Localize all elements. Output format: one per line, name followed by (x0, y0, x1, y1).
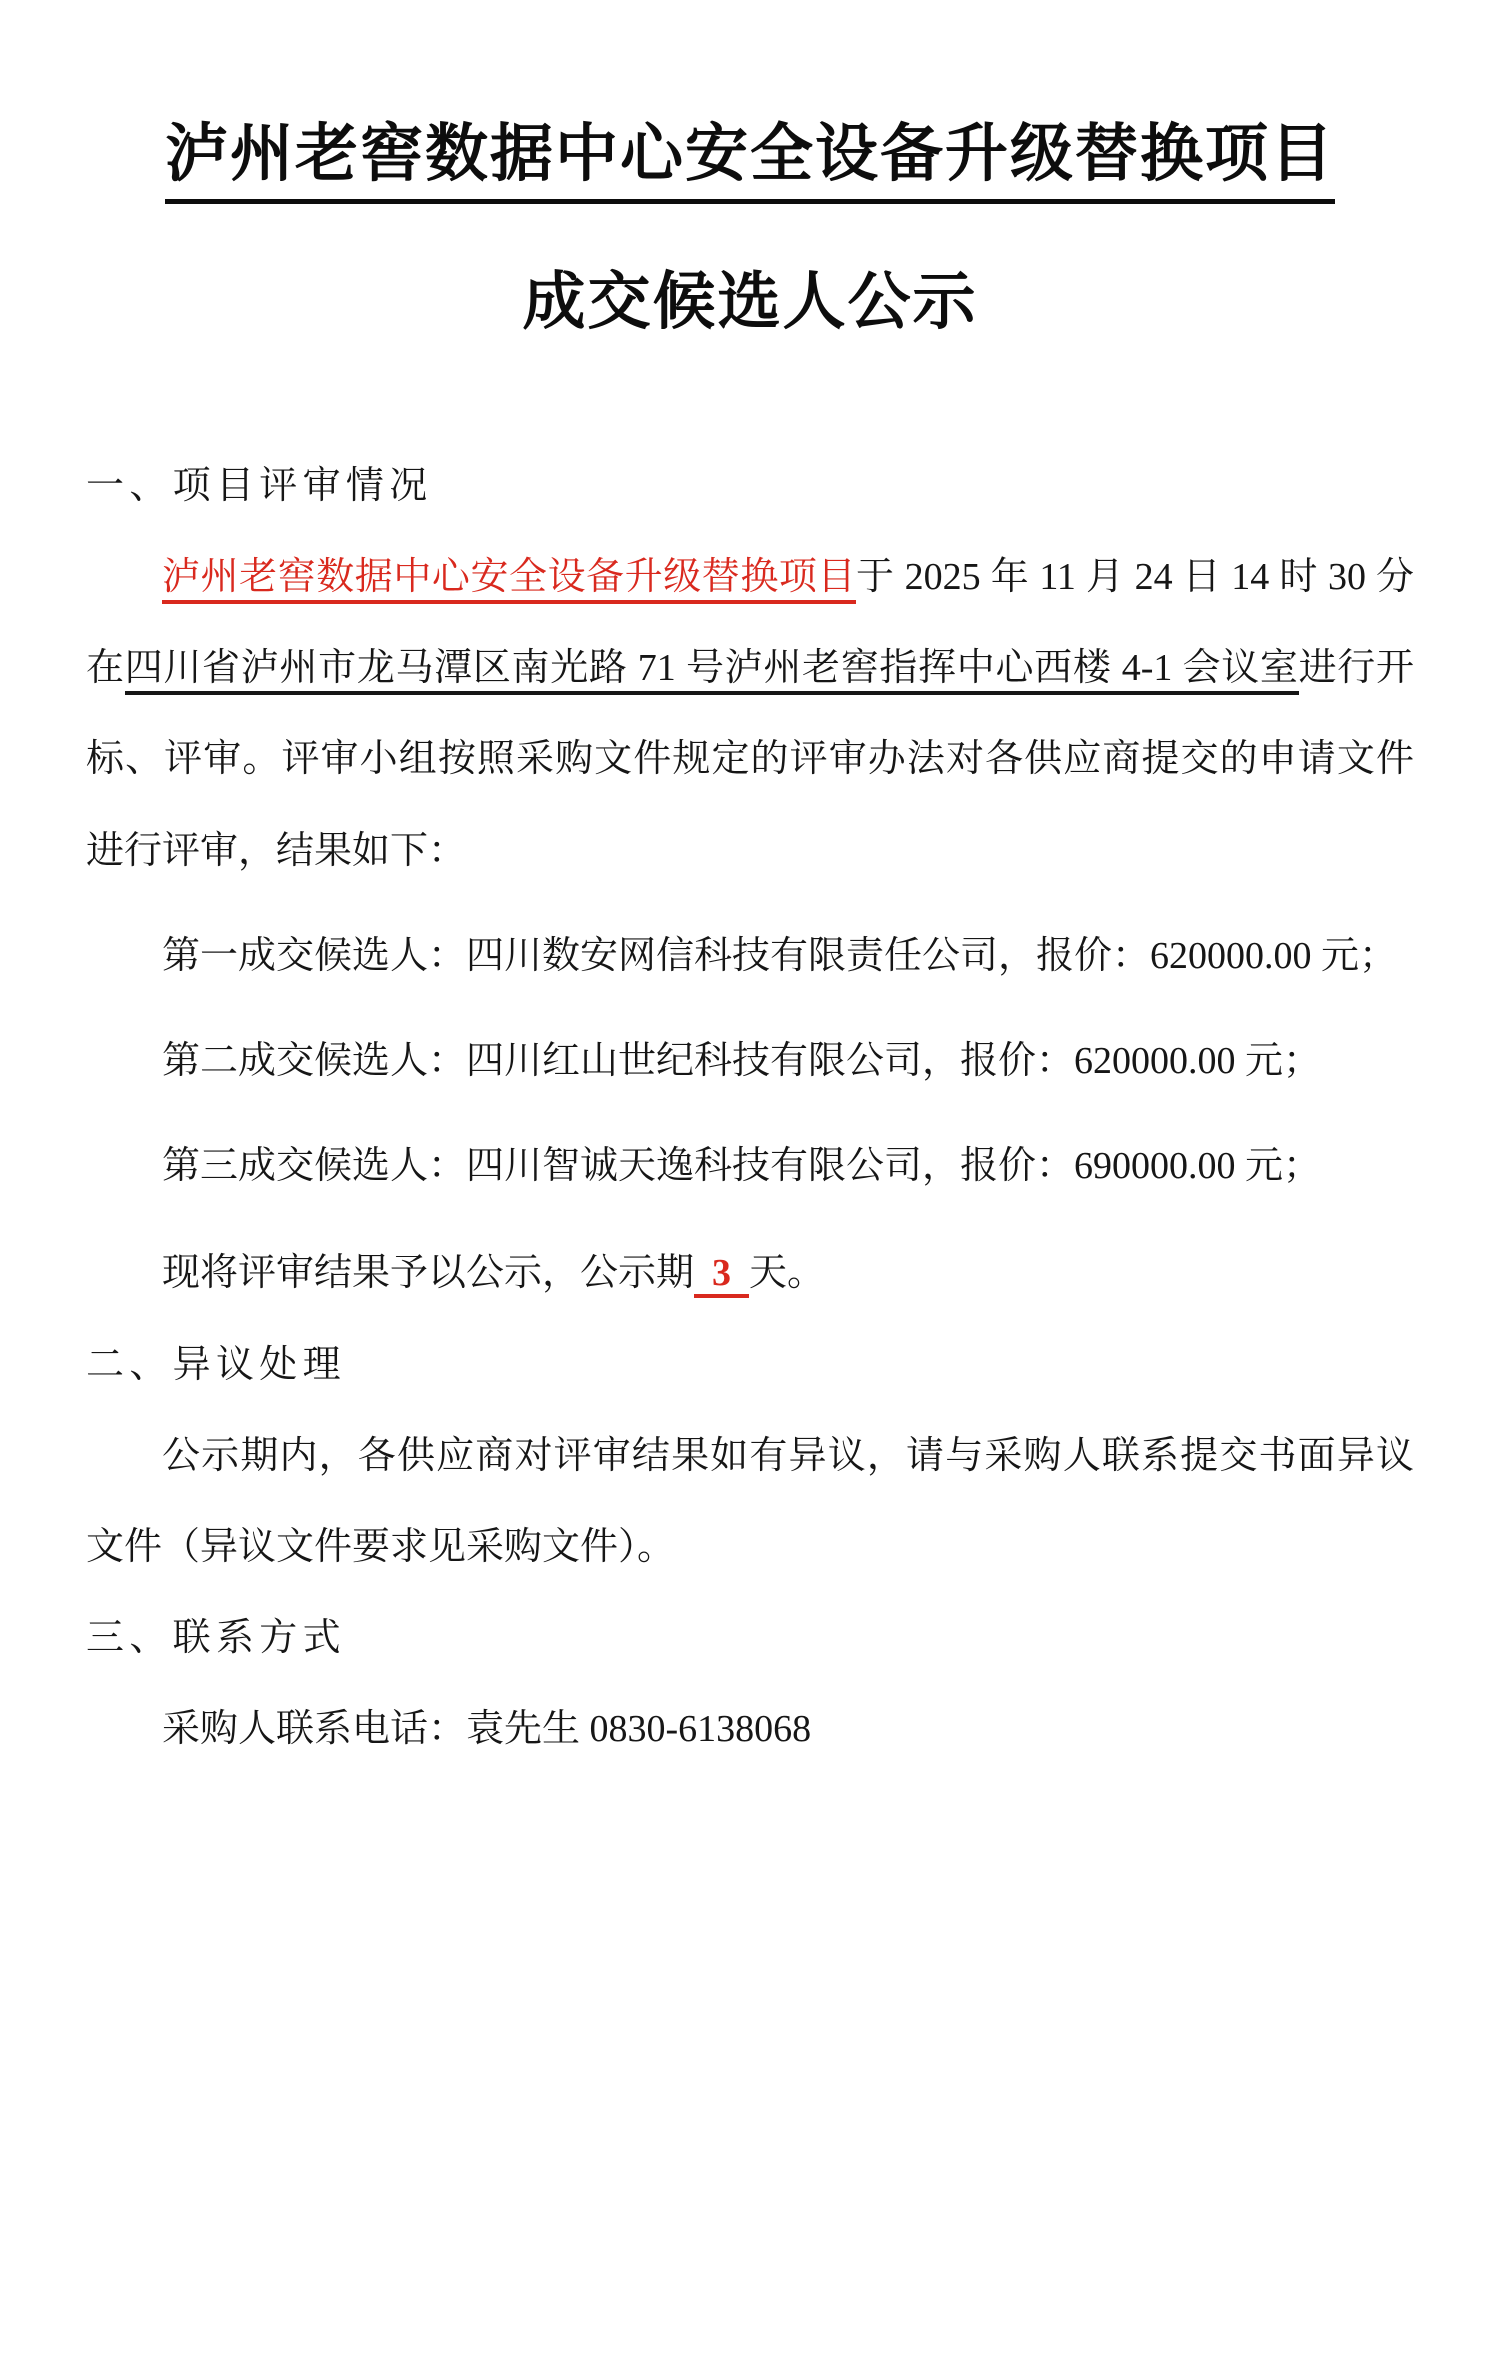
section-heading-objection: 二、异议处理 (86, 1343, 346, 1386)
candidate-second: 第二成交候选人：四川红山世纪科技有限公司，报价：620000.00 元； (162, 1040, 1322, 1082)
document-title-line2: 成交候选人公示 (522, 267, 978, 338)
review-intro-rest: 进行开标、评审。评审小组按照采购文件规定的评审办法对各供应商提交的申请文件进行评审，结果如下： (86, 647, 1414, 872)
notice-text-before: 现将评审结果予以公示，公示期 (162, 1252, 695, 1295)
document-body (86, 441, 1414, 1776)
publicity-period-notice (86, 1228, 1414, 1319)
contact-phone-line: 采购人联系电话：袁先生 0830-6138068 (162, 1708, 812, 1751)
review-intro-datetime: 于 2025 年 11 月 24 日 14 时 30 分在 (86, 556, 1414, 690)
document-title-line1 (86, 118, 1414, 190)
publicity-days-red: 3 (694, 1252, 749, 1298)
section-heading-contact: 三、联系方式 (86, 1617, 346, 1660)
review-intro-paragraph (86, 532, 1414, 897)
candidate-third: 第三成交候选人：四川智诚天逸科技有限公司，报价：690000.00 元； (162, 1145, 1322, 1188)
document-title-underlined-text: 泸州老窖数据中心安全设备升级替换项目 (165, 119, 1335, 204)
objection-paragraph: 公示期内，各供应商对评审结果如有异议，请与采购人联系提交书面异议文件（异议文件要求见采购文件）。 (86, 1434, 1414, 1568)
project-name-red-highlight: 泸州老窖数据中心安全设备升级替换项目 (162, 556, 856, 604)
candidate-first: 第一成交候选人：四川数安网信科技有限责任公司，报价：620000.00 元； (162, 934, 1398, 977)
section-heading-review: 一、项目评审情况 (86, 464, 433, 507)
notice-text-after: 天。 (749, 1252, 826, 1295)
review-venue-underlined: 四川省泸州市龙马潭区南光路 71 号泸州老窖指挥中心西楼 4-1 会议室 (125, 647, 1299, 695)
